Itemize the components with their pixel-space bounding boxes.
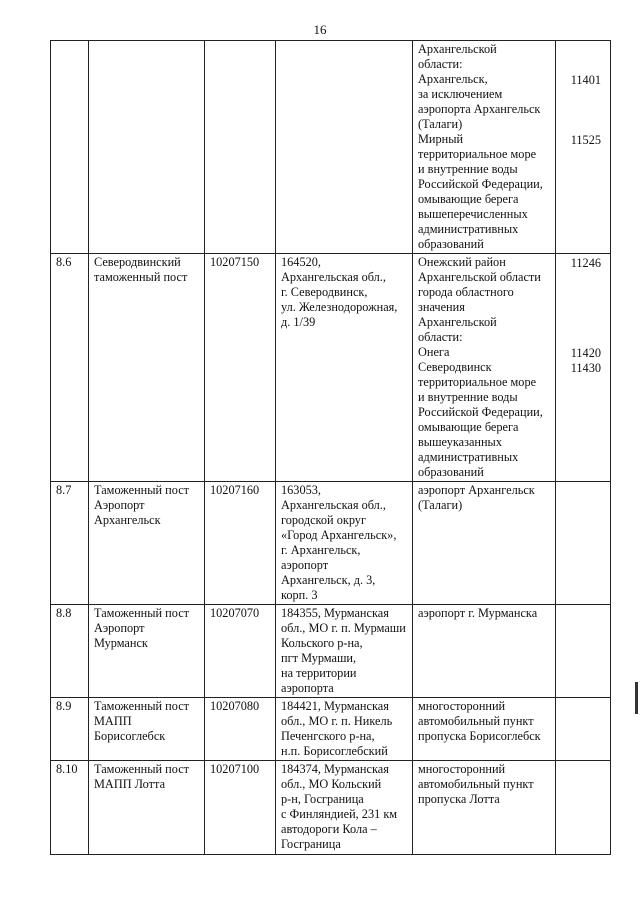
post-name-line: Архангельск	[94, 513, 161, 527]
activity-zone-line: территориальное море	[418, 147, 537, 161]
activity-zone-line: территориальное море	[418, 375, 537, 389]
post-address-line: на территории	[281, 666, 357, 680]
post-address	[276, 254, 413, 482]
activity-zone	[413, 698, 556, 761]
activity-zone-line: Онега	[418, 345, 450, 359]
post-address-line: Печенгского р-на,	[281, 729, 375, 743]
activity-zone-line: омывающие берега	[418, 192, 519, 206]
post-address-line: автодороги Кола –	[281, 822, 377, 836]
activity-zone	[413, 41, 556, 254]
post-address-line: 164520,	[281, 255, 321, 269]
oktmo-codes	[556, 698, 611, 761]
post-address-line: пгт Мурмаши,	[281, 651, 357, 665]
activity-zone-line: Северодвинск	[418, 360, 492, 374]
scan-edge-mark	[635, 682, 638, 714]
post-address-line: Архангельская обл.,	[281, 270, 386, 284]
table-row	[51, 41, 611, 254]
activity-zone-line: за исключением	[418, 87, 503, 101]
activity-zone-line: Архангельской области	[418, 270, 541, 284]
activity-zone	[413, 254, 556, 482]
post-address-line: Госграница	[281, 837, 341, 851]
post-name-line: таможенный пост	[94, 270, 188, 284]
activity-zone-line: вышеуказанных	[418, 435, 502, 449]
activity-zone-line: Российской Федерации,	[418, 177, 543, 191]
activity-zone-line: области:	[418, 57, 463, 71]
post-code: 10207160	[205, 482, 276, 605]
post-address-line: обл., МО г. п. Никель	[281, 714, 393, 728]
oktmo-code: 11246	[570, 256, 601, 270]
activity-zone-line: многосторонний	[418, 699, 506, 713]
row-number: 8.6	[51, 254, 89, 482]
post-name	[89, 482, 205, 605]
row-number: 8.8	[51, 605, 89, 698]
oktmo-codes	[556, 605, 611, 698]
activity-zone-line: Мирный	[418, 132, 464, 146]
post-address	[276, 761, 413, 855]
activity-zone-line: многосторонний	[418, 762, 506, 776]
activity-zone-line: Онежский район	[418, 255, 506, 269]
table-row	[51, 605, 611, 698]
post-name	[89, 698, 205, 761]
oktmo-codes	[556, 254, 611, 482]
table-row	[51, 254, 611, 482]
activity-zone-line: Архангельской	[418, 315, 497, 329]
post-address	[276, 482, 413, 605]
oktmo-codes	[556, 482, 611, 605]
page-number: 16	[313, 22, 327, 37]
post-address	[276, 698, 413, 761]
post-address	[276, 605, 413, 698]
post-name-line: МАПП Лотта	[94, 777, 166, 791]
post-address-line: городской округ	[281, 513, 366, 527]
activity-zone-line: автомобильный пункт	[418, 714, 534, 728]
oktmo-codes	[556, 761, 611, 855]
post-code: 10207150	[205, 254, 276, 482]
activity-zone-line: Архангельск,	[418, 72, 488, 86]
post-address-line: д. 1/39	[281, 315, 316, 329]
post-address-line: Архангельская обл.,	[281, 498, 386, 512]
post-name	[89, 761, 205, 855]
post-address-line: г. Северодвинск,	[281, 285, 368, 299]
post-name-line: Мурманск	[94, 636, 148, 650]
activity-zone-line: значения	[418, 300, 465, 314]
post-address-line: с Финляндией, 231 км	[281, 807, 398, 821]
post-name-line: МАПП	[94, 714, 132, 728]
post-code: 10207070	[205, 605, 276, 698]
post-address-line: р-н, Госграница	[281, 792, 364, 806]
oktmo-code: 11420	[570, 346, 601, 360]
activity-zone-line: пропуска Лотта	[418, 792, 500, 806]
activity-zone	[413, 761, 556, 855]
post-address-line: 163053,	[281, 483, 321, 497]
customs-posts-table	[50, 40, 611, 855]
oktmo-code: 11430	[570, 361, 601, 375]
post-name-line: Аэропорт	[94, 498, 145, 512]
activity-zone-line: вышеперечисленных	[418, 207, 528, 221]
activity-zone-line: аэропорта Архангельск	[418, 102, 541, 116]
post-name-line: Таможенный пост	[94, 699, 190, 713]
activity-zone-line: аэропорт Архангельск	[418, 483, 535, 497]
activity-zone-line: и внутренние воды	[418, 390, 518, 404]
activity-zone-line: административных	[418, 450, 519, 464]
post-address-line: корп. 3	[281, 588, 318, 602]
activity-zone-line: Архангельской	[418, 42, 497, 56]
post-code: 10207100	[205, 761, 276, 855]
post-address-line: г. Архангельск,	[281, 543, 361, 557]
row-number: 8.10	[51, 761, 89, 855]
activity-zone-line: (Талаги)	[418, 498, 463, 512]
activity-zone	[413, 605, 556, 698]
row-number	[51, 41, 89, 254]
post-name-line: Таможенный пост	[94, 483, 190, 497]
table-row	[51, 761, 611, 855]
activity-zone-line: аэропорт г. Мурманска	[418, 606, 538, 620]
post-address	[276, 41, 413, 254]
post-address-line: 184421, Мурманская	[281, 699, 389, 713]
activity-zone-line: города областного	[418, 285, 514, 299]
post-name-line: Борисоглебск	[94, 729, 166, 743]
activity-zone-line: образований	[418, 465, 484, 479]
post-address-line: «Город Архангельск»,	[281, 528, 397, 542]
oktmo-code: 11525	[570, 133, 601, 147]
oktmo-code: 11401	[570, 73, 601, 87]
activity-zone-line: (Талаги)	[418, 117, 463, 131]
post-address-line: Архангельск, д. 3,	[281, 573, 376, 587]
post-name-line: Аэропорт	[94, 621, 145, 635]
activity-zone-line: образований	[418, 237, 484, 251]
row-number: 8.7	[51, 482, 89, 605]
post-address-line: аэропорт	[281, 558, 329, 572]
post-address-line: ул. Железнодорожная,	[281, 300, 398, 314]
activity-zone-line: омывающие берега	[418, 420, 519, 434]
post-name	[89, 254, 205, 482]
post-address-line: н.п. Борисоглебский	[281, 744, 388, 758]
post-address-line: обл., МО г. п. Мурмаши	[281, 621, 406, 635]
table-row	[51, 482, 611, 605]
post-code: 10207080	[205, 698, 276, 761]
activity-zone-line: пропуска Борисоглебск	[418, 729, 541, 743]
oktmo-codes	[556, 41, 611, 254]
row-number: 8.9	[51, 698, 89, 761]
post-address-line: 184374, Мурманская	[281, 762, 389, 776]
post-name	[89, 605, 205, 698]
activity-zone-line: автомобильный пункт	[418, 777, 534, 791]
activity-zone-line: Российской Федерации,	[418, 405, 543, 419]
post-name-line: Таможенный пост	[94, 606, 190, 620]
post-code	[205, 41, 276, 254]
post-address-line: Кольского р-на,	[281, 636, 363, 650]
activity-zone-line: области:	[418, 330, 463, 344]
post-name-line: Таможенный пост	[94, 762, 190, 776]
activity-zone	[413, 482, 556, 605]
post-address-line: аэропорта	[281, 681, 334, 695]
post-name	[89, 41, 205, 254]
post-address-line: 184355, Мурманская	[281, 606, 389, 620]
table-row	[51, 698, 611, 761]
post-address-line: обл., МО Кольский	[281, 777, 382, 791]
activity-zone-line: административных	[418, 222, 519, 236]
post-name-line: Северодвинский	[94, 255, 181, 269]
activity-zone-line: и внутренние воды	[418, 162, 518, 176]
